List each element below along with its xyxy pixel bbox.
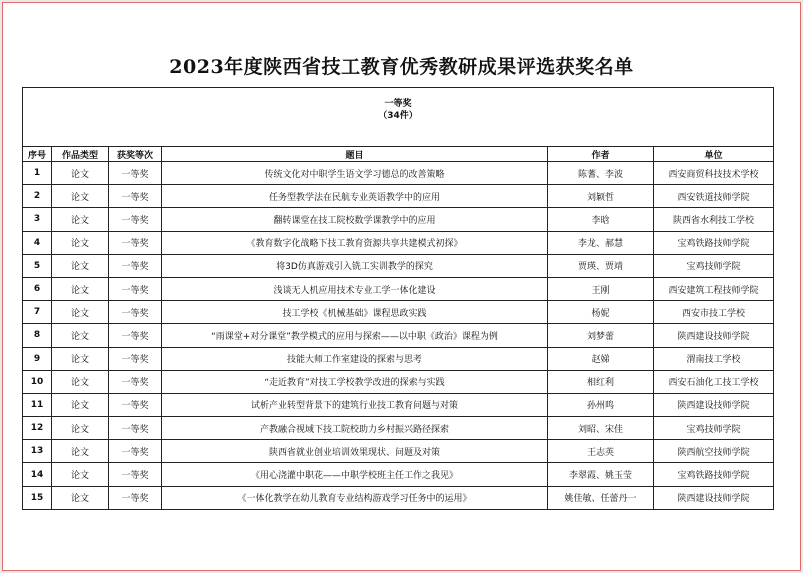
award-level: 一等奖 xyxy=(109,185,162,208)
grade-heading: 一等奖 xyxy=(384,99,412,109)
paper-title: 传统文化对中职学生语文学习德总的改善策略 xyxy=(162,162,548,185)
work-type: 论文 xyxy=(52,324,109,347)
author: 刘颖哲 xyxy=(548,185,654,208)
table-row xyxy=(23,440,774,463)
row-number: 8 xyxy=(23,324,52,347)
row-number: 11 xyxy=(23,393,52,416)
table-row xyxy=(23,486,774,509)
work-type: 论文 xyxy=(52,254,109,277)
work-type: 论文 xyxy=(52,301,109,324)
award-level: 一等奖 xyxy=(109,301,162,324)
table-row xyxy=(23,463,774,486)
institution: 陕西建设技师学院 xyxy=(654,324,774,347)
table-row xyxy=(23,254,774,277)
work-type: 论文 xyxy=(52,463,109,486)
award-table xyxy=(22,87,774,510)
institution: 陕西省水利技工学校 xyxy=(654,208,774,231)
author: 刘昭、宋佳 xyxy=(548,417,654,440)
row-number: 15 xyxy=(23,486,52,509)
table-row xyxy=(23,185,774,208)
table-row xyxy=(23,393,774,416)
institution: 西安商贸科技技术学校 xyxy=(654,162,774,185)
header-row xyxy=(23,147,774,162)
institution: 宝鸡铁路技师学院 xyxy=(654,463,774,486)
award-level: 一等奖 xyxy=(109,370,162,393)
author: 赵娣 xyxy=(548,347,654,370)
institution: 西安市技工学校 xyxy=(654,301,774,324)
work-type: 论文 xyxy=(52,417,109,440)
institution: 陕西建设技师学院 xyxy=(654,393,774,416)
paper-title: 技能大师工作室建设的探索与思考 xyxy=(162,347,548,370)
work-type: 论文 xyxy=(52,393,109,416)
paper-title: 陕西省就业创业培训效果现状、问题及对策 xyxy=(162,440,548,463)
column-header: 单位 xyxy=(654,147,774,162)
row-number: 10 xyxy=(23,370,52,393)
award-level: 一等奖 xyxy=(109,440,162,463)
institution: 陕西建设技师学院 xyxy=(654,486,774,509)
paper-title: 翻转课堂在技工院校数学课教学中的应用 xyxy=(162,208,548,231)
author: 李龙、郝慧 xyxy=(548,231,654,254)
table-row xyxy=(23,208,774,231)
table-row xyxy=(23,301,774,324)
row-number: 1 xyxy=(23,162,52,185)
award-level: 一等奖 xyxy=(109,231,162,254)
award-level: 一等奖 xyxy=(109,417,162,440)
institution: 西安铁道技师学院 xyxy=(654,185,774,208)
work-type: 论文 xyxy=(52,370,109,393)
paper-title: 将3D仿真游戏引入铣工实训教学的探究 xyxy=(162,254,548,277)
paper-title: 试析产业转型背景下的建筑行业技工教育问题与对策 xyxy=(162,393,548,416)
author: 刘梦蕾 xyxy=(548,324,654,347)
paper-title: 《用心浇灌中职花——中职学校班主任工作之我见》 xyxy=(162,463,548,486)
work-type: 论文 xyxy=(52,486,109,509)
table-row xyxy=(23,347,774,370)
column-header: 序号 xyxy=(23,147,52,162)
row-number: 12 xyxy=(23,417,52,440)
institution: 陕西航空技师学院 xyxy=(654,440,774,463)
author: 王志英 xyxy=(548,440,654,463)
work-type: 论文 xyxy=(52,440,109,463)
paper-title: 浅谈无人机应用技术专业工学一体化建设 xyxy=(162,277,548,300)
institution: 西安建筑工程技师学院 xyxy=(654,277,774,300)
author: 李晗 xyxy=(548,208,654,231)
column-header: 作品类型 xyxy=(52,147,109,162)
row-number: 6 xyxy=(23,277,52,300)
work-type: 论文 xyxy=(52,231,109,254)
row-number: 4 xyxy=(23,231,52,254)
author: 陈蓍、李波 xyxy=(548,162,654,185)
institution: 宝鸡技师学院 xyxy=(654,417,774,440)
author: 王刚 xyxy=(548,277,654,300)
row-number: 14 xyxy=(23,463,52,486)
award-level: 一等奖 xyxy=(109,393,162,416)
work-type: 论文 xyxy=(52,347,109,370)
work-type: 论文 xyxy=(52,208,109,231)
paper-title: 技工学校《机械基础》课程思政实践 xyxy=(162,301,548,324)
award-level: 一等奖 xyxy=(109,347,162,370)
work-type: 论文 xyxy=(52,185,109,208)
grade-heading-cell xyxy=(23,88,774,147)
author: 杨妮 xyxy=(548,301,654,324)
institution: 渭南技工学校 xyxy=(654,347,774,370)
paper-title: 《教育数字化战略下技工教育资源共享共建模式初探》 xyxy=(162,231,548,254)
paper-title: “走近教育”对技工学校教学改进的探索与实践 xyxy=(162,370,548,393)
table-row xyxy=(23,162,774,185)
row-number: 2 xyxy=(23,185,52,208)
award-level: 一等奖 xyxy=(109,254,162,277)
award-level: 一等奖 xyxy=(109,162,162,185)
table-row xyxy=(23,231,774,254)
author: 李翠霞、姚玉莹 xyxy=(548,463,654,486)
grade-count: （34件） xyxy=(378,111,418,121)
column-header: 作者 xyxy=(548,147,654,162)
paper-title: “雨课堂+对分课堂”教学模式的应用与探索——以中职《政治》课程为例 xyxy=(162,324,548,347)
award-level: 一等奖 xyxy=(109,324,162,347)
author: 姚佳敏、任蕾丹一 xyxy=(548,486,654,509)
row-number: 13 xyxy=(23,440,52,463)
author: 贾瑛、贾靖 xyxy=(548,254,654,277)
column-header: 题目 xyxy=(162,147,548,162)
author: 相红利 xyxy=(548,370,654,393)
row-number: 9 xyxy=(23,347,52,370)
institution: 宝鸡铁路技师学院 xyxy=(654,231,774,254)
paper-title: 《一体化教学在幼儿教育专业结构游戏学习任务中的运用》 xyxy=(162,486,548,509)
paper-title: 产教融合视域下技工院校助力乡村振兴路径探索 xyxy=(162,417,548,440)
row-number: 3 xyxy=(23,208,52,231)
work-type: 论文 xyxy=(52,277,109,300)
award-level: 一等奖 xyxy=(109,208,162,231)
table-row xyxy=(23,324,774,347)
document-title: 2023年度陕西省技工教育优秀教研成果评选获奖名单 xyxy=(169,56,634,78)
institution: 西安石油化工技工学校 xyxy=(654,370,774,393)
institution: 宝鸡技师学院 xyxy=(654,254,774,277)
work-type: 论文 xyxy=(52,162,109,185)
table-row xyxy=(23,277,774,300)
table-row xyxy=(23,370,774,393)
paper-title: 任务型教学法在民航专业英语教学中的应用 xyxy=(162,185,548,208)
table-row xyxy=(23,417,774,440)
award-level: 一等奖 xyxy=(109,277,162,300)
author: 孙州鸣 xyxy=(548,393,654,416)
row-number: 7 xyxy=(23,301,52,324)
column-header: 获奖等次 xyxy=(109,147,162,162)
award-level: 一等奖 xyxy=(109,463,162,486)
award-level: 一等奖 xyxy=(109,486,162,509)
row-number: 5 xyxy=(23,254,52,277)
